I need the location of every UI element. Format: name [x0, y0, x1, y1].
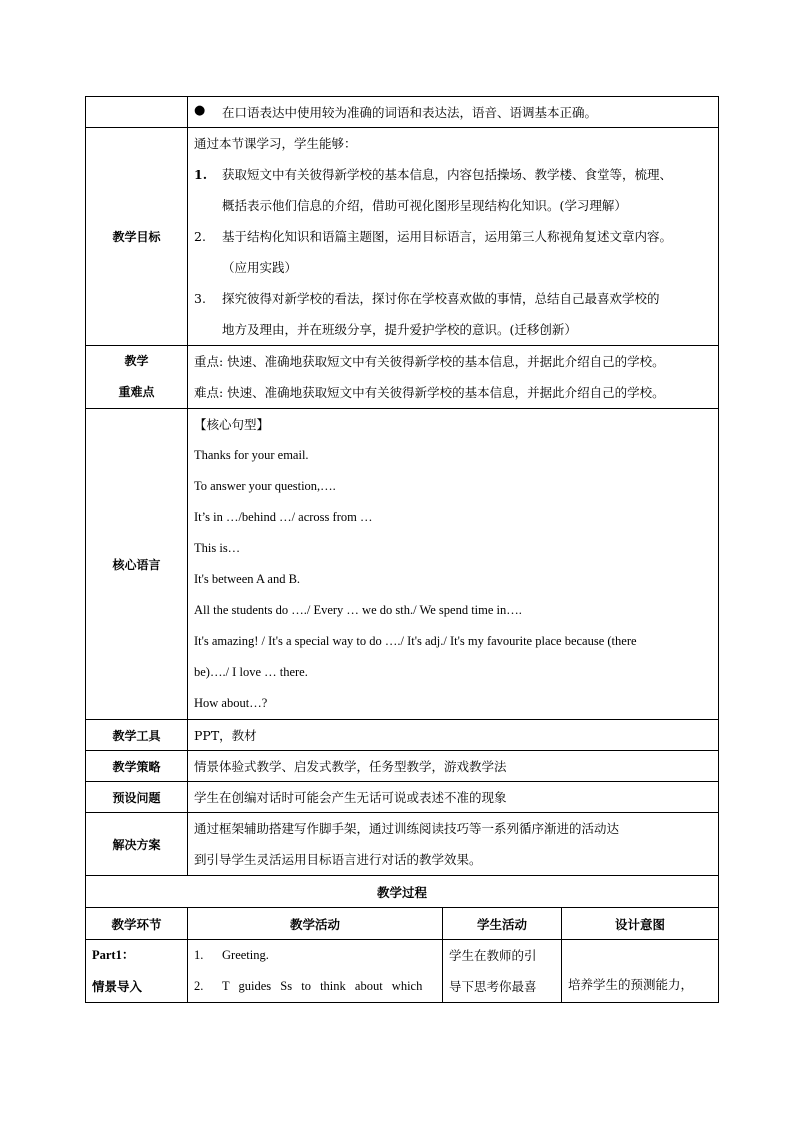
lesson-plan-page	[85, 96, 718, 1003]
tools-label: 教学工具	[86, 720, 188, 751]
header-stage: 教学环节	[86, 908, 188, 940]
strategy-row	[86, 751, 719, 782]
keypoints-label-line-2: 重难点	[118, 385, 155, 399]
header-intent: 设计意图	[562, 908, 719, 940]
objectives-cell	[188, 128, 719, 346]
keypoints-label	[86, 346, 188, 409]
core-line: It's amazing! / It's a special way to do …./ It's adj./ It's my favourite place because (there	[194, 634, 637, 648]
student-line-2: 导下思考你最喜	[449, 979, 537, 994]
tools-row	[86, 720, 719, 751]
objective-1-num: 1.	[194, 167, 208, 182]
problems-value: 学生在创编对话时可能会产生无话可说或表述不准的现象	[188, 782, 719, 813]
activity-1-num: 1.	[194, 948, 204, 962]
part1-stage-line-1: Part1：	[92, 948, 135, 962]
activity-1-text: Greeting.	[222, 948, 269, 962]
solutions-line-2: 到引导学生灵活运用目标语言进行对话的教学效果。	[194, 852, 482, 867]
part1-activity-cell	[188, 940, 443, 1003]
process-title-row	[86, 876, 719, 908]
core-line: Thanks for your email.	[194, 448, 309, 462]
strategy-value: 情景体验式教学、启发式教学，任务型教学，游戏教学法	[188, 751, 719, 782]
activity-2-text: T guides Ss to think about which	[222, 979, 423, 993]
activity-2-num: 2.	[194, 979, 204, 993]
core-line: It's between A and B.	[194, 572, 301, 586]
part1-stage-line-2: 情景导入	[92, 979, 143, 994]
solutions-line-1: 通过框架辅助搭建写作脚手架，通过训练阅读技巧等一系列循序渐进的活动达	[194, 821, 620, 836]
keypoints-focus: 重点: 快速、准确地获取短文中有关彼得新学校的基本信息，并据此介绍自己的学校。	[194, 354, 665, 369]
core-line: This is…	[194, 541, 241, 555]
header-student: 学生活动	[443, 908, 562, 940]
continued-text: 在口语表达中使用较为准确的词语和表达法，语音、语调基本正确。	[222, 105, 598, 120]
objective-3-line-2: 地方及理由，并在班级分享，提升爱护学校的意识。(迁移创新）	[222, 322, 577, 337]
process-title: 教学过程	[86, 876, 719, 908]
header-activity: 教学活动	[188, 908, 443, 940]
core-language-row	[86, 409, 719, 720]
objective-3-line-1: 探究彼得对新学校的看法，探讨你在学校喜欢做的事情，总结自己最喜欢学校的	[222, 291, 660, 306]
solutions-label: 解决方案	[86, 813, 188, 876]
empty-label-cell	[86, 97, 188, 128]
core-language-label: 核心语言	[86, 409, 188, 720]
objective-2-line-2: （应用实践）	[222, 260, 298, 275]
keypoints-row	[86, 346, 719, 409]
continued-cell	[188, 97, 719, 128]
objective-2-line-1: 基于结构化知识和语篇主题图，运用目标语言，运用第三人称视角复述文章内容。	[222, 229, 673, 244]
part1-student-cell	[443, 940, 562, 1003]
part1-stage-cell	[86, 940, 188, 1003]
objectives-intro: 通过本节课学习，学生能够：	[194, 136, 357, 151]
keypoints-cell	[188, 346, 719, 409]
objective-1-line-2: 概括表示他们信息的介绍，借助可视化图形呈现结构化知识。(学习理解）	[222, 198, 627, 213]
continued-row	[86, 97, 719, 128]
core-language-heading: 【核心句型】	[194, 417, 270, 432]
tools-value: PPT，教材	[188, 720, 719, 751]
objective-2-num: 2.	[194, 229, 206, 244]
student-line-1: 学生在教师的引	[449, 948, 537, 963]
process-header-row	[86, 908, 719, 940]
objectives-label: 教学目标	[86, 128, 188, 346]
problems-row	[86, 782, 719, 813]
objectives-row	[86, 128, 719, 346]
core-language-cell	[188, 409, 719, 720]
core-line: To answer your question,….	[194, 479, 336, 493]
part1-intent-cell	[562, 940, 719, 1003]
core-line: It’s in …/behind …/ across from …	[194, 510, 373, 524]
strategy-label: 教学策略	[86, 751, 188, 782]
keypoints-difficulty: 难点: 快速、准确地获取短文中有关彼得新学校的基本信息，并据此介绍自己的学校。	[194, 385, 665, 400]
lesson-plan-table	[85, 96, 719, 1003]
objective-3-num: 3.	[194, 291, 206, 306]
intent-line: 培养学生的预测能力，	[568, 977, 694, 992]
core-line: be)…./ I love … there.	[194, 665, 308, 679]
solutions-row	[86, 813, 719, 876]
problems-label: 预设问题	[86, 782, 188, 813]
objective-1-line-1: 获取短文中有关彼得新学校的基本信息，内容包括操场、教学楼、食堂等，梳理、	[222, 167, 673, 182]
keypoints-label-line-1: 教学	[124, 354, 149, 368]
bullet-icon: ●	[194, 103, 206, 118]
part1-row	[86, 940, 719, 1003]
core-line: All the students do …./ Every … we do sth./ We spend time in….	[194, 603, 522, 617]
core-line: How about…?	[194, 696, 268, 710]
solutions-cell	[188, 813, 719, 876]
